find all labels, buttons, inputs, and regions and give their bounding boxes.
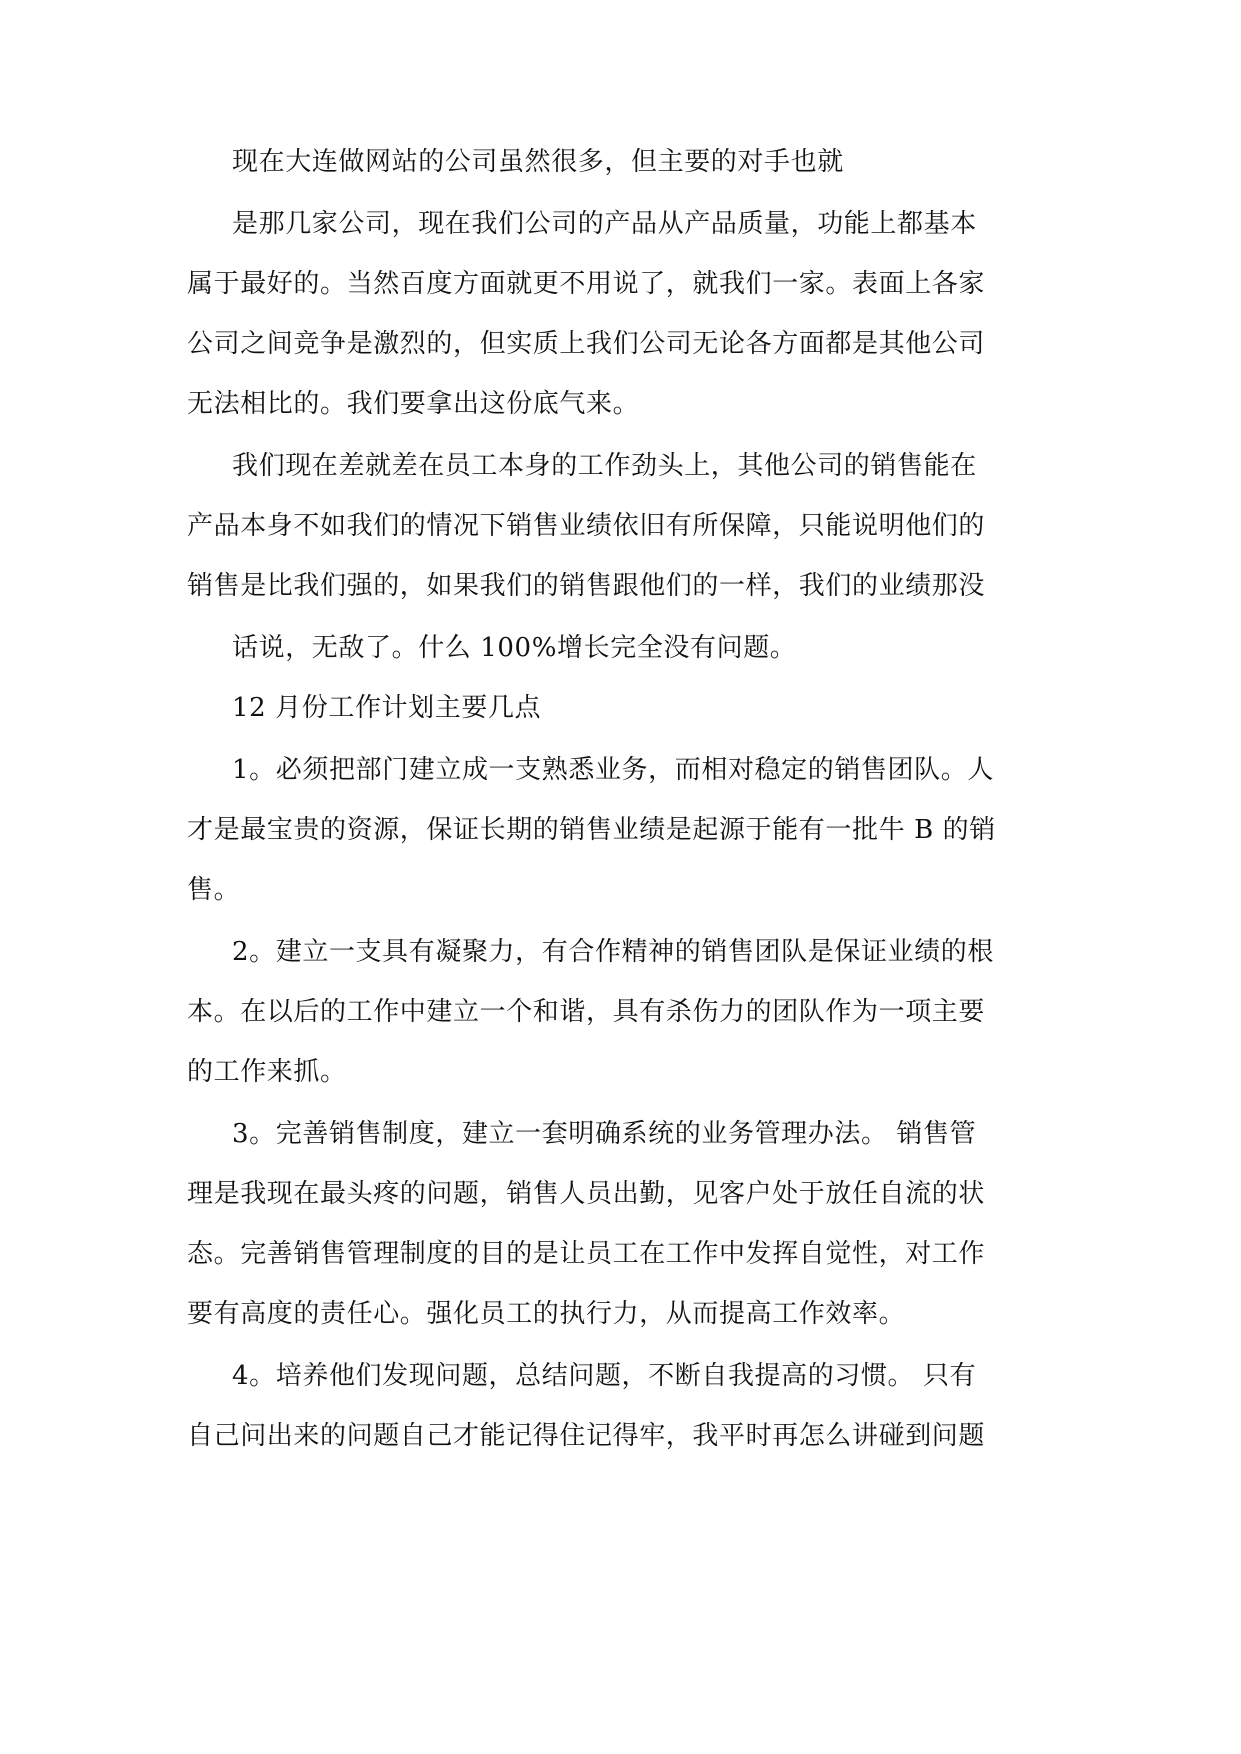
- paragraph-line: 我们现在差就差在员工本身的工作劲头上，其他公司的销售能在: [232, 451, 977, 481]
- list-item-line: 售。: [187, 875, 241, 905]
- list-item-line: 1。必须把部门建立成一支熟悉业务，而相对稳定的销售团队。人: [232, 755, 994, 785]
- list-item-line: 态。完善销售管理制度的目的是让员工在工作中发挥自觉性，对工作: [187, 1239, 986, 1269]
- list-item-line: 的工作来抓。: [187, 1057, 347, 1087]
- list-item-line: 2。建立一支具有凝聚力，有合作精神的销售团队是保证业绩的根: [232, 937, 994, 967]
- paragraph-line: 产品本身不如我们的情况下销售业绩依旧有所保障，只能说明他们的: [187, 511, 986, 541]
- paragraph-line: 无法相比的。我们要拿出这份底气来。: [187, 389, 640, 419]
- paragraph-line: 销售是比我们强的，如果我们的销售跟他们的一样，我们的业绩那没: [187, 571, 986, 601]
- paragraph-line: 属于最好的。当然百度方面就更不用说了，就我们一家。表面上各家: [187, 269, 986, 299]
- list-item-line: 4。培养他们发现问题，总结问题，不断自我提高的习惯。 只有: [232, 1361, 977, 1391]
- list-item-line: 自己问出来的问题自己才能记得住记得牢，我平时再怎么讲碰到问题: [187, 1421, 986, 1451]
- list-item-line: 本。在以后的工作中建立一个和谐，具有杀伤力的团队作为一项主要: [187, 997, 986, 1027]
- list-item-line: 才是最宝贵的资源，保证长期的销售业绩是起源于能有一批牛 B 的销: [187, 815, 996, 845]
- paragraph-line: 话说，无敌了。什么 100%增长完全没有问题。: [232, 633, 797, 663]
- list-item-line: 3。完善销售制度，建立一套明确系统的业务管理办法。 销售管: [232, 1119, 977, 1149]
- list-item-line: 要有高度的责任心。强化员工的执行力，从而提高工作效率。: [187, 1299, 906, 1329]
- list-item-line: 理是我现在最头疼的问题，销售人员出勤，见客户处于放任自流的状: [187, 1179, 986, 1209]
- paragraph-line: 公司之间竞争是激烈的，但实质上我们公司无论各方面都是其他公司: [187, 329, 986, 359]
- paragraph-line: 是那几家公司，现在我们公司的产品从产品质量，功能上都基本: [232, 209, 977, 239]
- paragraph-line: 现在大连做网站的公司虽然很多，但主要的对手也就: [232, 147, 844, 177]
- section-heading: 12 月份工作计划主要几点: [232, 693, 542, 723]
